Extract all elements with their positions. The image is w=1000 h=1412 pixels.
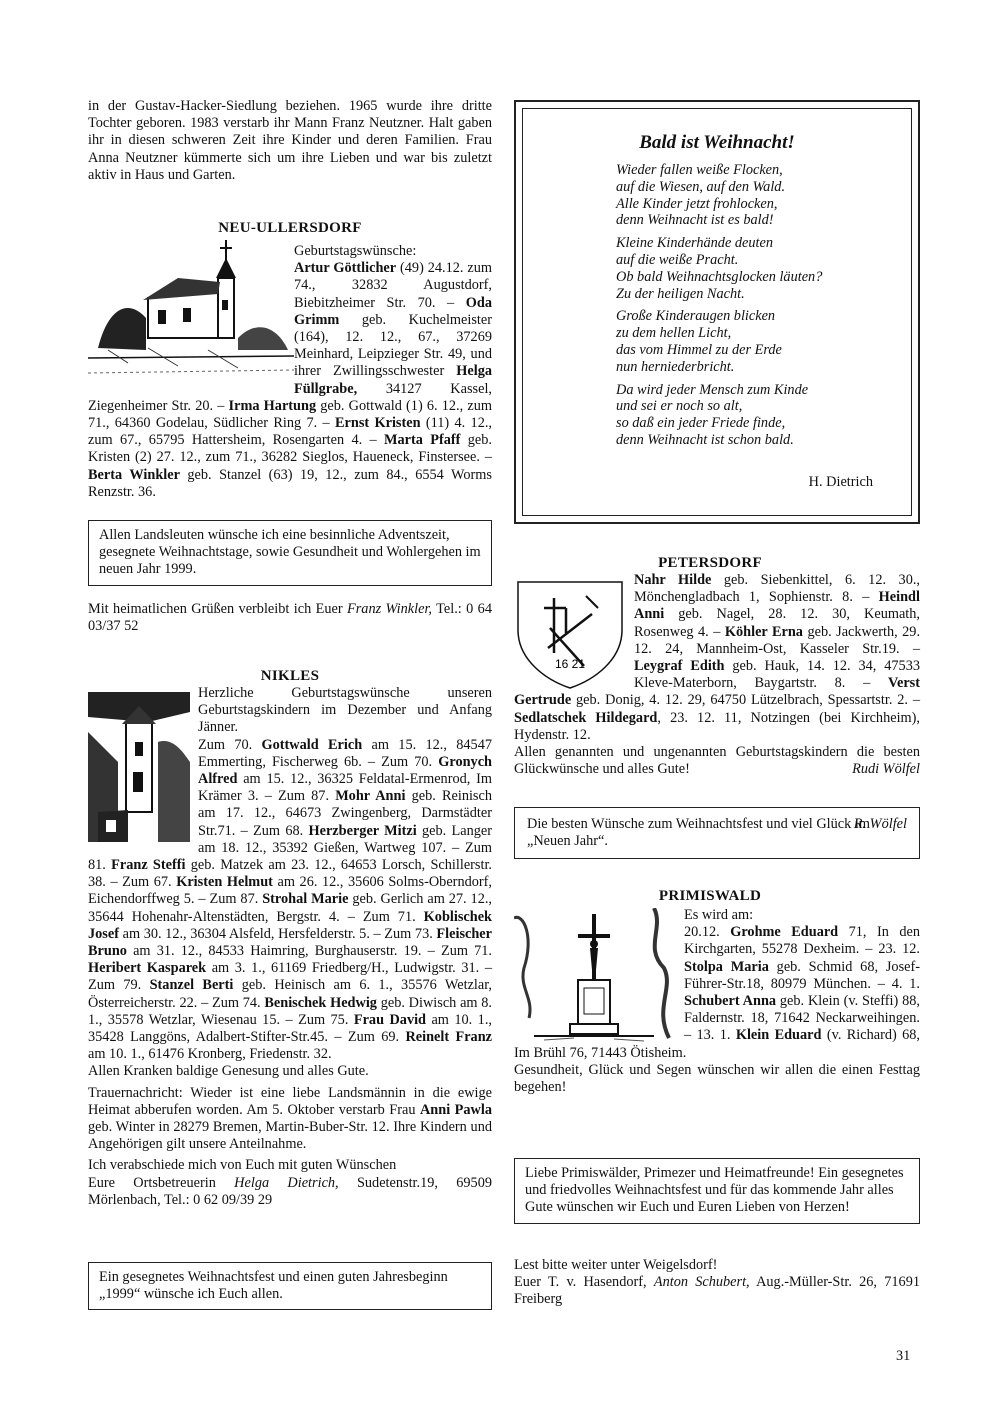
poem-box — [514, 100, 920, 524]
crest-year: 16 21 — [554, 657, 586, 671]
poem-line: denn Weihnacht ist schon bald. — [616, 431, 794, 448]
nikles-sick-wishes: Allen Kranken baldige Genesung und alles Gute. — [88, 1063, 369, 1080]
neu-ullersdorf-closing — [88, 601, 492, 635]
poem-line: Alle Kinder jetzt frohlocken, — [616, 195, 778, 212]
primiswald-heading: PRIMISWALD — [658, 888, 762, 904]
nikles-mourning: Trauernachricht: Wieder ist eine liebe Landsmännin in die ewige Heimat abberufen worden. Am 5. Oktober verstarb Frau Anni Pawla geb. Winter in 28279 Bremen, Martin-Buber-Str. 12. Ihre Kindern und Angehörigen gilt unsere Anteilnahme. — [88, 1084, 492, 1153]
nikles-farewell: Ich verabschiede mich von Euch mit guten Wünschen Eure Ortsbetreuerin Helga Dietrich, Sudetenstr.19, 69509 Mörlenbach, Tel.: 0 62 09/39 29 — [88, 1157, 493, 1208]
poem-line: Da wird jeder Mensch zum Kinde — [616, 381, 809, 398]
greeting-box-text: Allen Landsleuten wünsche ich eine besinnliche Adventszeit, gesegnete Weihnachtstage, sowie Gesundheit und Wohlergehen im neuen Jahr 1999. — [99, 527, 481, 578]
neu-ullersdorf-heading: NEU-ULLERSDORF — [218, 220, 362, 236]
neu-ullersdorf-text — [88, 243, 492, 501]
poem-line: Große Kinderaugen blicken — [616, 308, 776, 325]
poem-author: H. Dietrich — [808, 474, 873, 490]
petersdorf-closing: Allen genannten und ungenannten Geburtstagskindern die besten Glückwünsche und alles Gute! — [514, 744, 920, 778]
petersdorf-heading: PETERSDORF — [658, 555, 762, 571]
poem-line: auf die Wiesen, auf den Wald. — [616, 178, 786, 195]
poem-line: Wieder fallen weiße Flocken, — [616, 162, 783, 178]
poem-stanza — [616, 162, 916, 229]
nikles-birthdays: Herzliche Geburtstagswünsche unseren Geburtstagskindern im Dezember und Anfang Jänner. Zum 70. Gottwald Erich am 15. 12., 84547 Emmerting, Fischerweg 6b. – Zum 70. Gronych Alfred am 15. 12., 36325 Feldatal-Ermenrod, Im Krämer 3. – Zum 87. Mohr Anni geb. Reinisch am 17. 12., 64673 Zwingenberg, Darmstädter Str.71. – Zum 68. Herzberger Mitzi geb. Langer am 18. 12., 35392 Gießen, Wartweg 107. – Zum 81. Franz Steffi geb. Matzek am 23. 12., 64653 Lorsch, Schillerstr. 38. – Zum 67. Kristen Helmut am 26. 12., 35606 Solms-Oberndorf, Eichendorffweg 5. – Zum 87. Strohal Marie geb. Gerlich am 27. 12., 35644 Hohenahr-Altenstädten, Bergstr. 4. – Zum 71. Koblischek Josef am 30. 12., 36304 Alsfeld, Hersfelderstr. 5. – Zum 73. Fleischer Bruno am 31. 12., 84533 Haimring, Burghauserstr. 19. – Zum 71. Heribert Kasparek am 3. 1., 61169 Friedberg/H., Ludwigstr. 31. – Zum 79. Stanzel Berti geb. Heinisch am 6. 1., 35576 Wetzlar, Österreicherstr. 22. – Zum 74. Benischek Hedwig geb. Diwisch am 8. 1., 35578 Wetzlar, Wiesenau 15. – Zum 75. Frau David am 10. 1., 35428 Langgöns, Adalbert-Stifter-Str.45. – Zum 69. Reinelt Franz am 10. 1., 61476 Kronberg, Friedenstr. 32. — [88, 685, 493, 1063]
poem-line: so daß ein jeder Friede finde, — [616, 415, 786, 432]
primiswald-closing: Lest bitte weiter unter Weigelsdorf! Euer T. v. Hasendorf, Anton Schubert, Aug.-Müller-Str. 26, 71691 Freiberg — [514, 1257, 920, 1308]
poem-line: und sei er noch so alt, — [616, 398, 743, 415]
neu-ullersdorf-greeting-box — [88, 520, 492, 586]
petersdorf-birthdays: Nahr Hilde geb. Siebenkittel, 6. 12. 30., Mönchengladbach 1, Sophienstr. 8. – Heindl Anni geb. Nagel, 28. 12. 30, Keumath, Rosenweg 4. – Köhler Erna geb. Jackwerth, 29. 12. 24, Mannheim-Ost, Kasseler Str.19. – Leygraf Edith geb. Hauk, 14. 12. 34, 47533 Kleve-Materborn, Baygartstr. 8. – Verst Gertrude geb. Donig, 4. 12. 29, 64750 Lützelbrach, Spessartstr. 2. – Sedlatschek Hildegard, 23. 12. 11, Notzingen (bei Kirchheim), Hydenstr. 12. — [514, 572, 921, 743]
closing-name: Franz Winkler, — [347, 601, 433, 617]
poem-line: zu dem hellen Licht, — [616, 325, 732, 342]
nikles-heading: NIKLES — [260, 668, 320, 684]
poem-body — [616, 162, 916, 455]
primiswald-greeting-box — [514, 1158, 920, 1224]
poem-stanza — [616, 235, 916, 302]
petersdorf-box-text: Die besten Wünsche zum Weihnachtsfest und viel Glück im „Neuen Jahr“. — [527, 816, 870, 850]
page-number: 31 — [896, 1348, 911, 1364]
poem-line: Zu der heiligen Nacht. — [616, 285, 745, 302]
poem-line: nun herniederbricht. — [616, 358, 735, 375]
poem-line: das vom Himmel zu der Erde — [616, 341, 782, 358]
poem-stanza — [616, 308, 916, 375]
nikles-text — [88, 685, 492, 1209]
petersdorf-greeting-box — [514, 807, 920, 859]
poem-title: Bald ist Weihnacht! — [639, 132, 795, 153]
poem-stanza — [616, 382, 916, 449]
poem-line: Ob bald Weihnachtsglocken läuten? — [616, 268, 823, 285]
poem-line: Kleine Kinderhände deuten — [616, 235, 773, 252]
nikles-greeting-box — [88, 1262, 492, 1310]
poem-line: denn Weihnacht ist es bald! — [616, 212, 774, 229]
neu-ullersdorf-birthdays: Artur Göttlicher (49) 24.12. zum 74., 32832 Augustdorf, Biebitzheimer Str. 70. – Oda Grimm geb. Kuchelmeister (164), 12. 12., 67., 37269 Meinhard, Leipzieger Str. 49, und ihrer Zwillingsschwester Helga Füllgrabe, 34127 Kassel, Ziegenheimer Str. 20. – Irma Hartung geb. Gottwald (1) 6. 12., zum 71., 64360 Godelau, Südlicher Ring 7. – Ernst Kristen (11) 4. 12., zum 67., 65795 Hattersheim, Rosengarten 4. – Marta Pfaff geb. Kristen (2) 27. 12., zum 71., 36282 Sieglos, Haueneck, Finstersee. – Berta Winkler geb. Stanzel (63) 19, 12., zum 84., 6554 Worms Renzstr. 36. — [88, 260, 493, 500]
birthday-intro: Geburtstagswünsche: — [294, 243, 417, 259]
intro-paragraph: in der Gustav-Hacker-Siedlung beziehen. 1965 wurde ihre dritte Tochter geboren. 1983 verstarb ihr Mann Franz Neutzner. Halt gaben ihr in diesen schweren Zeit ihre Kinder und deren Familien. Frau Anna Neutzner kümmerte sich um ihre Lieben und war bis zuletzt aktiv in Haus und Garten. — [88, 98, 492, 183]
nikles-box-text: Ein gesegnetes Weihnachtsfest und einen guten Jahresbeginn „1999“ wünsche ich Euch allen. — [99, 1269, 448, 1303]
petersdorf-text — [514, 572, 920, 779]
primiswald-box-text: Liebe Primiswälder, Primezer und Heimatfreunde! Ein gesegnetes und friedvolles Weihnachtsfest und für das kommende Jahr alles Gute wünschen wir Euch und Euren Lieben von Herzen! — [525, 1165, 904, 1216]
closing-suffix: Tel.: 0 64 03/37 52 — [88, 601, 492, 635]
closing-prefix: Mit heimatlichen Grüßen verbleibt ich Euer — [88, 601, 347, 617]
poem-line: auf die weiße Pracht. — [616, 251, 739, 268]
petersdorf-box-author: R. Wölfel — [853, 816, 907, 833]
petersdorf-closing-author: Rudi Wölfel — [852, 761, 920, 778]
primiswald-birthdays: Es wird am: 20.12. Grohme Eduard 71, In den Kirchgarten, 55278 Dexheim. – 23. 12. Stolpa Maria geb. Schmid 68, Josef-Führer-Str.18, 80979 München. – 4. 1. Schubert Anna geb. Klein (v. Steffi) 88, Faldernstr. 18, 71642 Neckarweihingen. – 13. 1. Klein Eduard (v. Richard) 68, Im Brühl 76, 71443 Ötisheim. Gesundheit, Glück und Segen wünschen wir allen die einen Festtag begehen! — [514, 907, 921, 1096]
primiswald-text — [514, 907, 920, 1096]
